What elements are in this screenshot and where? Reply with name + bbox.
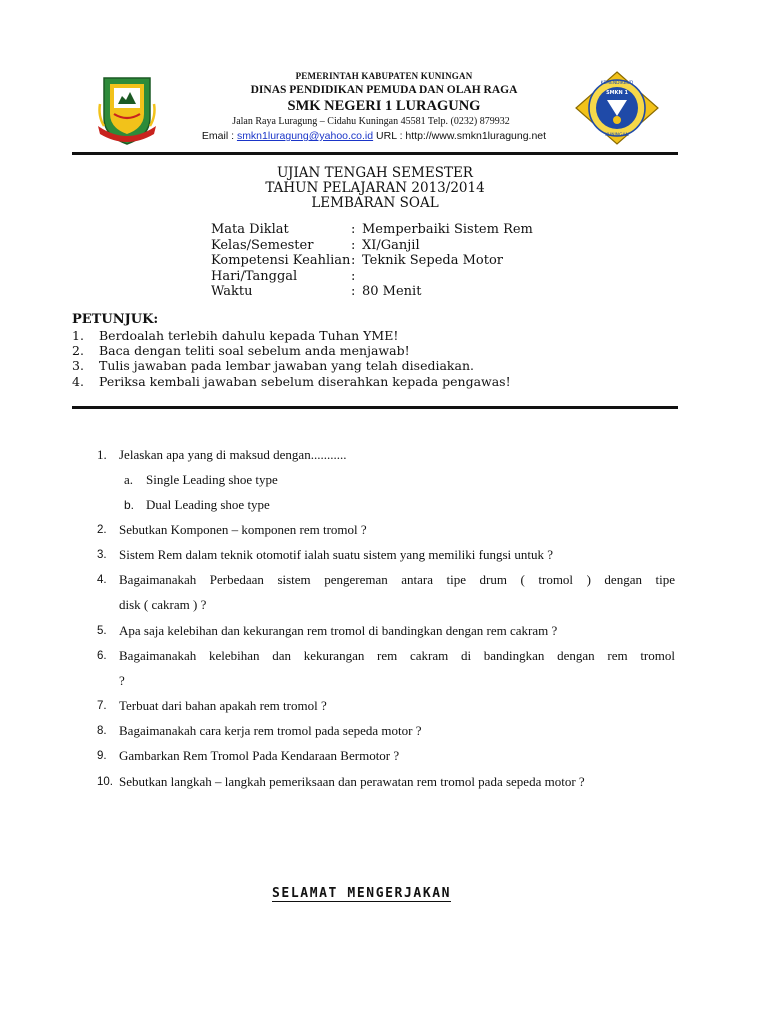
question-number: 10.	[97, 776, 113, 788]
question-number: 8.	[97, 725, 107, 737]
emblem-center-text: SMKN 1	[606, 90, 628, 96]
section-divider	[72, 406, 678, 409]
exam-title: UJIAN TENGAH SEMESTER	[277, 165, 473, 181]
question-text: Sistem Rem dalam teknik otomotif ialah suatu sistem yang memiliki fungsi untuk ?	[119, 547, 554, 562]
question-text: Bagaimanakah kelebihan dan kekurangan rem cakram di bandingkan dengan rem tromol	[119, 648, 675, 663]
question-text: Sebutkan Komponen – komponen rem tromol ?	[119, 522, 367, 537]
info-row-subject	[211, 222, 533, 238]
government-name: PEMERINTAH KABUPATEN KUNINGAN	[295, 71, 473, 81]
instruction-item	[72, 358, 511, 373]
instruction-text: Berdoalah terlebih dahulu kepada Tuhan YME!	[99, 328, 399, 343]
instruction-item	[72, 328, 511, 343]
instruction-number: 4.	[72, 373, 84, 389]
info-label: Kelas/Semester	[211, 237, 314, 253]
school-name: SMK NEGERI 1 LURAGUNG	[287, 98, 481, 114]
question-text: Apa saja kelebihan dan kekurangan rem tromol di bandingkan dengan rem cakram ?	[119, 623, 558, 638]
info-value: 80 Menit	[362, 284, 422, 299]
instruction-text: Periksa kembali jawaban sebelum diserahkan kepada pengawas!	[99, 373, 511, 389]
info-row-date	[211, 269, 533, 285]
info-colon: :	[351, 222, 356, 237]
exam-sheet: LEMBARAN SOAL	[311, 195, 439, 211]
info-label: Hari/Tanggal	[211, 268, 298, 284]
sub-question-text: Dual Leading shoe type	[146, 497, 270, 512]
question-number: 3.	[97, 549, 107, 561]
info-value: Teknik Sepeda Motor	[362, 253, 503, 268]
email-label: Email :	[201, 130, 235, 142]
instruction-number: 1.	[72, 328, 84, 343]
info-label: Waktu	[211, 284, 253, 299]
instruction-number: 2.	[72, 343, 84, 359]
instruction-text: Tulis jawaban pada lembar jawaban yang telah disediakan.	[99, 358, 474, 374]
info-colon: :	[351, 284, 356, 299]
instruction-item	[72, 374, 511, 389]
info-row-duration	[211, 284, 533, 300]
info-colon: :	[351, 268, 356, 284]
instruction-text: Baca dengan teliti soal sebelum anda menjawab!	[99, 343, 410, 359]
question-number: 4.	[97, 574, 107, 586]
question-number: 7.	[97, 700, 107, 712]
question-number: 9.	[97, 750, 107, 762]
emblem-top-text: KEMENDIKBUD	[600, 81, 634, 86]
emblem-bottom-text: KUNINGAN	[605, 133, 629, 138]
question-text: Bagaimanakah cara kerja rem tromol pada sepeda motor ?	[119, 723, 422, 738]
question-text: Sebutkan langkah – langkah pemeriksaan dan perawatan rem tromol pada sepeda motor ?	[119, 774, 585, 789]
closing-message: SELAMAT MENGERJAKAN	[272, 886, 452, 901]
info-value: Memperbaiki Sistem Rem	[362, 222, 533, 237]
school-address: Jalan Raya Luragung – Cidahu Kuningan 45581 Telp. (0232) 879932	[232, 116, 510, 127]
sub-question-label: a.	[124, 472, 134, 487]
question-text-continued: disk ( cakram ) ?	[119, 597, 207, 612]
info-row-class	[211, 238, 533, 254]
question-number: 6.	[97, 650, 107, 662]
school-contact	[0, 130, 748, 142]
question-number: 1.	[97, 447, 107, 462]
instructions-list	[72, 328, 511, 389]
info-value: XI/Ganjil	[362, 237, 420, 253]
sub-question-text: Single Leading shoe type	[146, 472, 278, 487]
sub-question-label: b.	[124, 498, 135, 512]
agency-name: DINAS PENDIDIKAN PEMUDA DAN OLAH RAGA	[250, 84, 518, 96]
info-row-competency	[211, 253, 533, 269]
info-label: Kompetensi Keahlian	[211, 253, 351, 268]
instructions-heading: PETUNJUK:	[72, 312, 159, 327]
question-text: Jelaskan apa yang di maksud dengan...........	[119, 447, 347, 462]
question-text: Bagaimanakah Perbedaan sistem pengereman antara tipe drum ( tromol ) dengan tipe	[119, 572, 675, 587]
url-link[interactable]: http://www.smkn1luragung.net	[405, 130, 547, 142]
letterhead-divider	[72, 152, 678, 155]
instruction-item	[72, 343, 511, 358]
url-label: URL :	[376, 130, 403, 142]
question-text: Terbuat dari bahan apakah rem tromol ?	[119, 698, 327, 713]
question-number: 5.	[97, 625, 107, 637]
email-link[interactable]: smkn1luragung@yahoo.co.id	[236, 130, 374, 142]
info-label: Mata Diklat	[211, 222, 289, 237]
question-number: 2.	[97, 524, 107, 536]
question-text-continued: ?	[119, 673, 125, 688]
instruction-number: 3.	[72, 358, 84, 374]
exam-info-table	[211, 222, 533, 300]
question-text: Gambarkan Rem Tromol Pada Kendaraan Bermotor ?	[119, 748, 400, 763]
info-colon: :	[351, 237, 356, 253]
exam-year: TAHUN PELAJARAN 2013/2014	[265, 180, 485, 196]
info-colon: :	[351, 253, 356, 268]
